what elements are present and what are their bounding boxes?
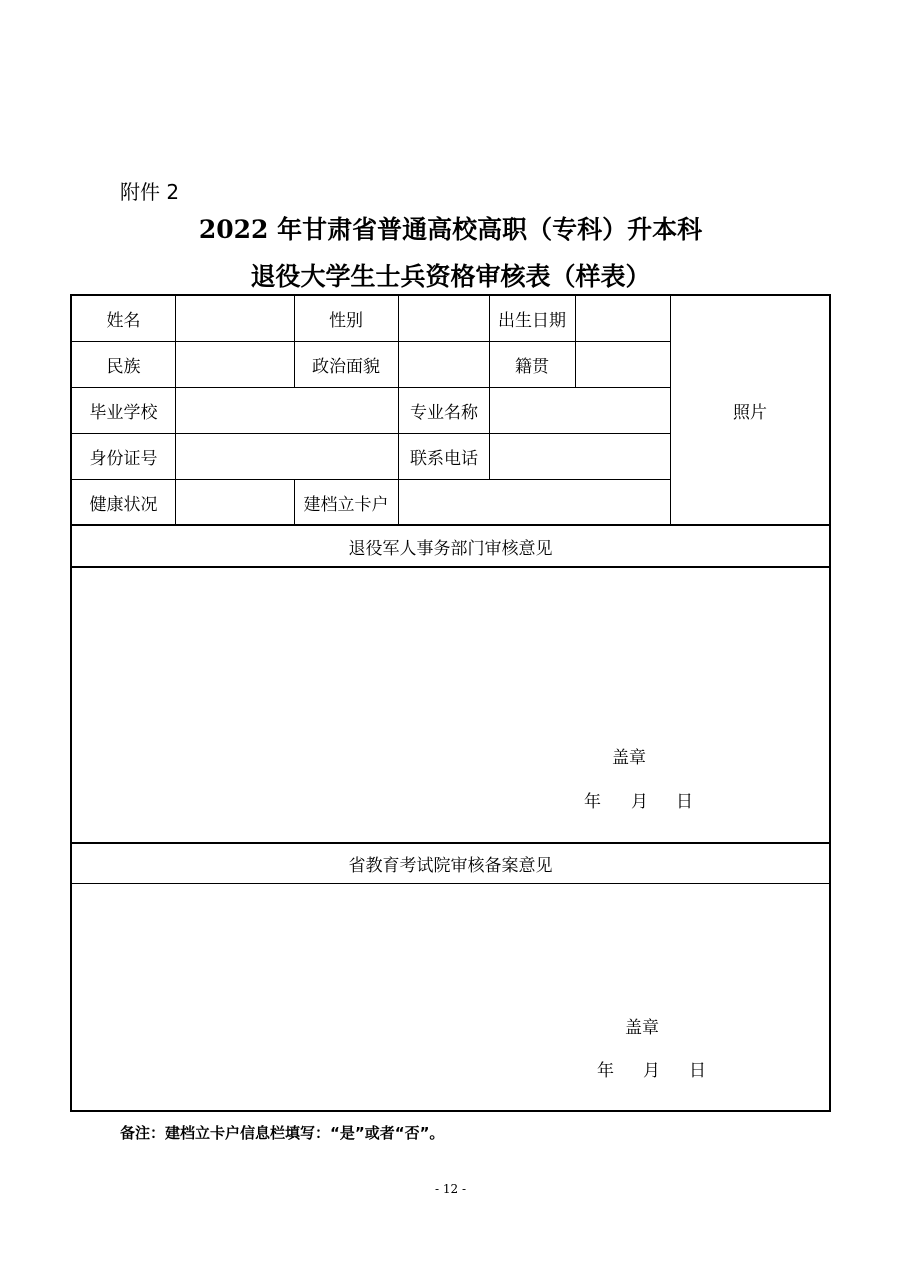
stamp-label-1: 盖章 [612, 748, 646, 768]
id-number-field[interactable] [176, 434, 398, 479]
registered-poor-field[interactable] [399, 480, 670, 524]
name-field[interactable] [176, 296, 294, 341]
veterans-affairs-review-area[interactable] [72, 568, 829, 842]
native-place-label: 籍贯 [515, 357, 549, 377]
phone-label: 联系电话 [410, 449, 478, 469]
form-title-line1: 2022 年甘肃省普通高校高职（专科）升本科 [198, 215, 703, 244]
name-label: 姓名 [106, 311, 141, 331]
exam-authority-review-area[interactable] [72, 884, 829, 1110]
photo-box[interactable]: 照片 [733, 402, 767, 423]
health-field[interactable] [176, 480, 294, 524]
registered-poor-label: 建档立卡户 [303, 494, 389, 515]
ethnicity-field[interactable] [176, 342, 294, 387]
stamp-label-2: 盖章 [625, 1018, 659, 1038]
graduate-school-label: 毕业学校 [89, 403, 158, 423]
gender-label: 性别 [329, 311, 363, 331]
major-field[interactable] [490, 388, 670, 433]
date-year-2: 年 [597, 1061, 614, 1081]
political-status-field[interactable] [399, 342, 489, 387]
birth-date-label: 出生日期 [498, 311, 566, 331]
date-year-1: 年 [584, 792, 601, 812]
attachment-label: 附件 2 [120, 180, 180, 204]
gender-field[interactable] [399, 296, 489, 341]
major-label: 专业名称 [410, 403, 478, 423]
date-month-1: 月 [631, 792, 648, 812]
id-number-label: 身份证号 [89, 449, 158, 469]
graduate-school-field[interactable] [176, 388, 398, 433]
phone-field[interactable] [490, 434, 670, 479]
ethnicity-label: 民族 [106, 357, 141, 377]
exam-authority-review-title: 省教育考试院审核备案意见 [348, 856, 553, 876]
remark-note: 备注：建档立卡户信息栏填写：“是”或者“否”。 [120, 1124, 445, 1142]
political-status-label: 政治面貌 [312, 357, 380, 377]
form-title-line2: 退役大学生士兵资格审核表（样表） [250, 262, 651, 291]
health-label: 健康状况 [89, 494, 158, 515]
native-place-field[interactable] [576, 342, 670, 387]
page-number: - 12 - [434, 1182, 466, 1196]
date-month-2: 月 [643, 1061, 660, 1081]
date-day-2: 日 [689, 1061, 706, 1081]
veterans-affairs-review-title: 退役军人事务部门审核意见 [348, 538, 553, 559]
date-day-1: 日 [676, 792, 693, 812]
birth-date-field[interactable] [576, 296, 670, 341]
qualification-review-form [70, 294, 831, 1112]
